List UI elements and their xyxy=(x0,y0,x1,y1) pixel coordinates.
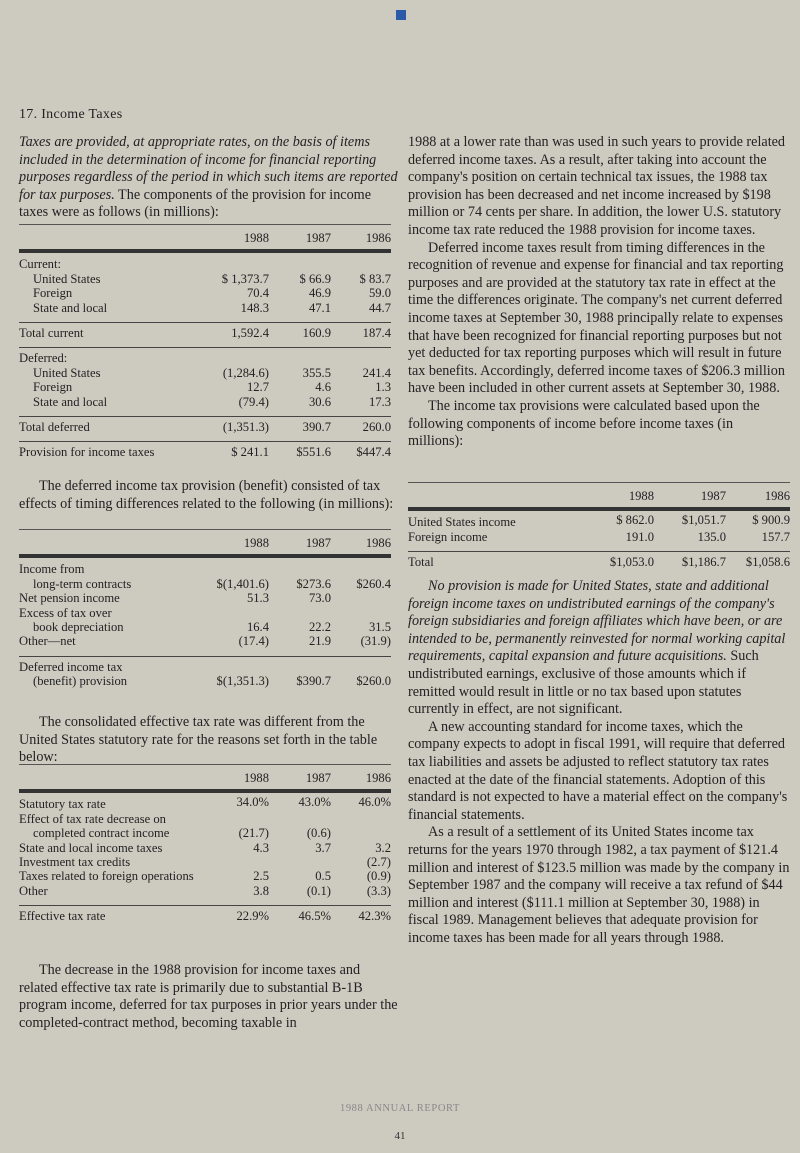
paragraph: Deferred income taxes result from timing differences in the recognition of revenue and expense for financial and tax reporting purposes and are provided at the statutory tax rate in effect at the time the differences originate. The company's net current deferred income taxes at September 30, 1988 principally relate to expenses that have been recognized for financial reporting purposes but not yet deducted for tax reporting purposes which will result in future tax benefits. Accordingly, deferred income taxes of $206.3 million have been included in other current assets at September 30, 1988. xyxy=(408,239,785,397)
table-row-total: Total deferred (1,351.3) 390.7 260.0 xyxy=(19,417,391,435)
year-header: 1986 xyxy=(331,765,391,792)
intro-paragraph xyxy=(19,134,399,222)
table-row: Foreign 12.7 4.6 1.3 xyxy=(33,380,391,395)
table-row: Taxes related to foreign operations 2.5 0.5 (0.9) xyxy=(19,869,391,884)
provision-components-table xyxy=(19,224,391,460)
year-header: 1986 xyxy=(331,530,391,557)
table-row-total: Total current 1,592.4 160.9 187.4 xyxy=(19,323,391,341)
year-header: 1988 xyxy=(578,483,654,510)
right-column-text-bottom xyxy=(408,578,790,947)
table-row-total: Provision for income taxes $ 241.1 $551.6 $447.4 xyxy=(19,442,391,460)
paragraph: A new accounting standard for income taxes, which the company expects to adopt in fiscal 1991, will require that deferred tax liabilities and assets be adjusted to reflect statutory tax rates enacted at the date of the financial statements. Adoption of this standard is not expected to have a material effect on the company's financial statements. xyxy=(408,718,788,823)
table-row: long-term contracts $(1,401.6) $273.6 $260.4 xyxy=(33,576,391,591)
year-header: 1988 xyxy=(207,765,269,792)
deferred-intro-paragraph: The deferred income tax provision (benefit) consisted of tax effects of timing differences related to the following (in millions): xyxy=(19,478,394,512)
table-row: State and local (79.4) 30.6 17.3 xyxy=(33,394,391,409)
table-row: Investment tax credits (2.7) xyxy=(19,855,391,870)
footer-report-title: 1988 ANNUAL REPORT xyxy=(339,1103,461,1114)
rate-intro-paragraph: The consolidated effective tax rate was different from the United States statutory rate for the reasons set forth in the table below: xyxy=(19,714,378,766)
year-header: 1987 xyxy=(269,225,331,252)
table-row-total: (benefit) provision $(1,351.3) $390.7 $260.0 xyxy=(33,674,391,689)
year-header: 1988 xyxy=(193,530,269,557)
group-label: Deferred: xyxy=(19,348,193,366)
intro-italic: Taxes are provided, at appropriate rates, on the basis of items included in the determination of income for financial reporting purposes regardless of the period in which such items are reported for tax purposes. xyxy=(19,134,398,203)
deferred-components-table: 1988 1987 1986 Income from long-term contracts $(1,401.6) $273.6 $260.4 Net pension income 51.3 73.0 Excess of tax over book depreciation 16.4 22.2 31.5 Other—net (17.4) 21.9 (31.9) Deferred income tax (benefit) provision $(1,351.3) $390.7 $260.0 xyxy=(19,529,391,689)
table-row: State and local 148.3 47.1 44.7 xyxy=(33,300,391,315)
year-header: 1988 xyxy=(193,225,269,252)
year-header: 1987 xyxy=(654,483,726,510)
page-number: 41 xyxy=(394,1130,406,1142)
table-row: Other—net (17.4) 21.9 (31.9) xyxy=(19,634,391,649)
table-row: Foreign 70.4 46.9 59.0 xyxy=(33,286,391,301)
right-column-text-top xyxy=(408,134,790,451)
year-header: 1986 xyxy=(331,225,391,252)
blue-marker xyxy=(396,10,406,20)
table-row: completed contract income (21.7) (0.6) xyxy=(33,826,331,841)
section-title: 17. Income Taxes xyxy=(19,107,123,122)
decrease-paragraph: The decrease in the 1988 provision for income taxes and related effective tax rate is primarily due to substantial B-1B program income, deferred for tax purposes in prior years under the completed-contract method, becoming taxable in xyxy=(19,962,398,1031)
year-header: 1987 xyxy=(269,530,331,557)
effective-rate-table: 1988 1987 1986 Statutory tax rate 34.0% 43.0% 46.0% Effect of tax rate decrease on completed contract income (21.7) (0.6) State and local income taxes 4.3 3.7 3.2 Investment tax credits (2.7) Taxes related to foreign operations 2.5 0.5 (0.9) Other 3.8 (0.1) (3.3) Effective tax rate 22.9% 46.5% 42.3% xyxy=(19,764,391,924)
table-row: Net pension income 51.3 73.0 xyxy=(19,591,331,606)
year-header: 1986 xyxy=(726,483,790,510)
table-row: Foreign income 191.0 135.0 157.7 xyxy=(408,529,790,544)
intro-rest: The components of the provision for income taxes were as follows (in millions): xyxy=(19,186,372,221)
year-header: 1987 xyxy=(269,765,331,792)
income-components-table xyxy=(408,482,790,570)
group-label: Current: xyxy=(19,257,61,272)
paragraph: The income tax provisions were calculated based upon the following components of income before income taxes (in millions): xyxy=(408,397,760,450)
table-row-total: Effective tax rate 22.9% 46.5% 42.3% xyxy=(19,906,391,924)
table-row: book depreciation 16.4 22.2 31.5 xyxy=(33,620,391,635)
table-row: United States (1,284.6) 355.5 241.4 xyxy=(33,365,391,380)
table-row-total: Total $1,053.0 $1,186.7 $1,058.6 xyxy=(408,552,790,570)
table-row: State and local income taxes 4.3 3.7 3.2 xyxy=(19,840,391,855)
paragraph: No provision is made for United States, state and additional foreign income taxes on undistributed earnings of the company's foreign subsidiaries and foreign affiliates which have been, or are intended to be, permanently reinvested for normal working capital requirements, capital expansion and future acquisitions. Such undistributed earnings, exclusive of those amounts which if remitted would result in little or no tax based upon statutes currently in effect, are not significant. xyxy=(408,578,786,718)
table-row: United States income $ 862.0 $1,051.7 $ 900.9 xyxy=(408,513,790,530)
paragraph: As a result of a settlement of its United States income tax returns for the years 1970 through 1982, a tax payment of $121.4 million and interest of $123.5 million was made by the company in September 1987 and the company will receive a tax refund of $44 million and interest ($111.1 million at September 30, 1988) in fiscal 1989. Management believes that adequate provision for income taxes has been made for all years through 1988. xyxy=(408,824,790,946)
table-row: United States $ 1,373.7 $ 66.9 $ 83.7 xyxy=(33,271,391,286)
table-row: Statutory tax rate 34.0% 43.0% 46.0% xyxy=(19,795,391,812)
table-row: Other 3.8 (0.1) (3.3) xyxy=(19,883,391,898)
paragraph: 1988 at a lower rate than was used in such years to provide related deferred income taxes. As a result, after taking into account the company's position on certain technical tax issues, the 1988 tax provision has been decreased and net income increased by $198 million or 74 cents per share. In addition, the lower U.S. statutory income tax rate reduced the 1988 provision for income taxes. xyxy=(408,134,786,238)
